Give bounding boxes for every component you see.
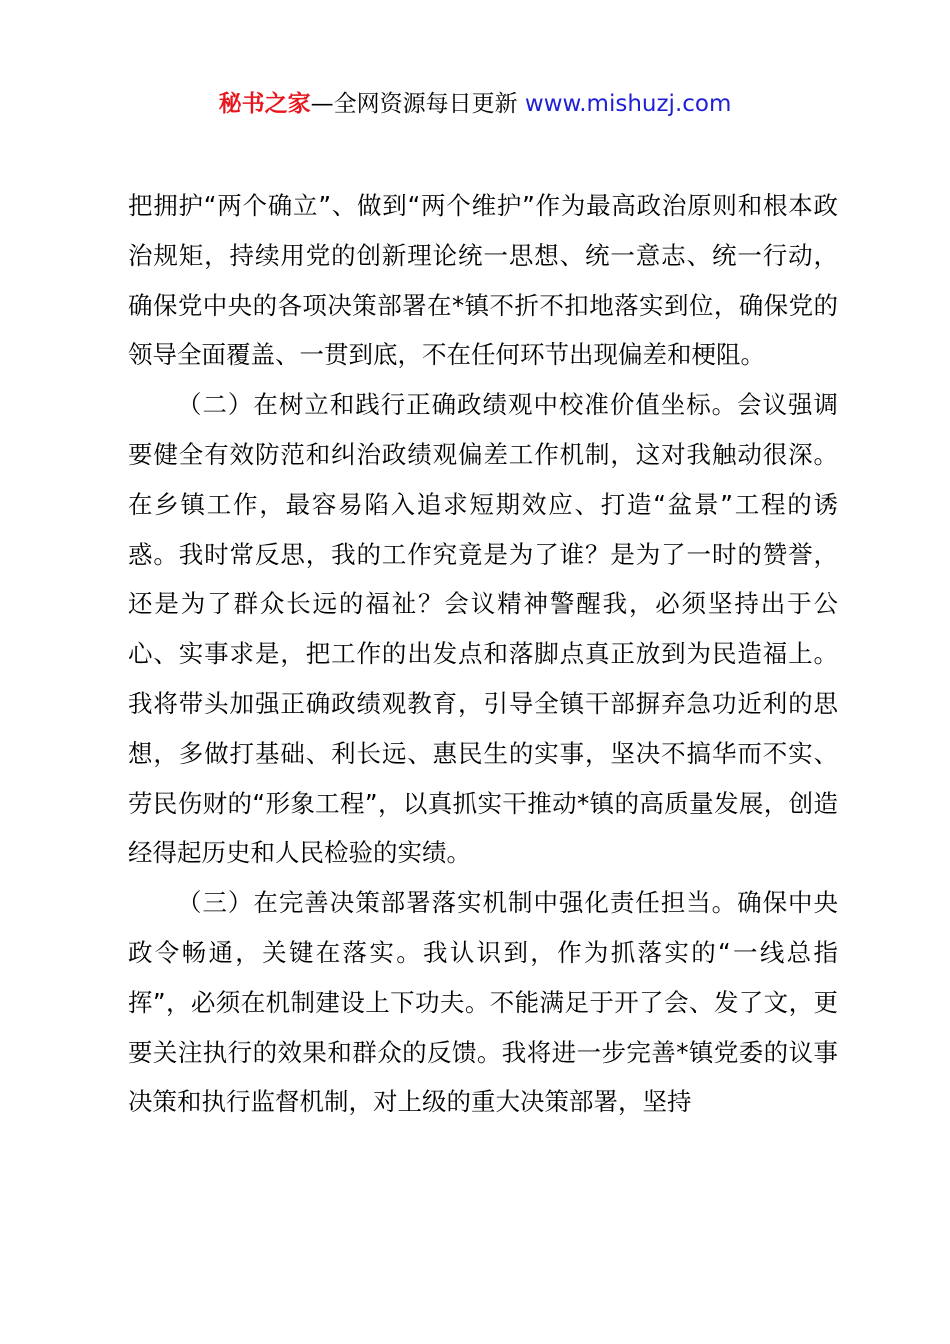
brand-name: 秘书之家 xyxy=(218,91,311,117)
paragraph-1: 把拥护“两个确立”、做到“两个维护”作为最高政治原则和根本政治规矩，持续用党的创新理论统一思想、统一意志、统一行动，确保党中央的各项决策部署在*镇不折不扣地落实到位，确保党的领导全面覆盖、一贯到底，不在任何环节出现偏差和梗阻。 xyxy=(128,191,838,370)
paragraph-3: （三）在完善决策部署落实机制中强化责任担当。确保中央政令畅通，关键在落实。我认识到，作为抓落实的“一线总指挥”，必须在机制建设上下功夫。不能满足于开了会、发了文，更要关注执行的效果和群众的反馈。我将进一步完善*镇党委的议事决策和执行监督机制，对上级的重大决策部署，坚持 xyxy=(128,888,838,1117)
document-body xyxy=(128,181,838,1127)
page-header xyxy=(0,88,950,120)
website-link[interactable]: www.mishuzj.com xyxy=(524,91,732,117)
header-tagline: —全网资源每日更新 xyxy=(310,91,525,117)
paragraph-2: （二）在树立和践行正确政绩观中校准价值坐标。会议强调要健全有效防范和纠治政绩观偏差工作机制，这对我触动很深。在乡镇工作，最容易陷入追求短期效应、打造“盆景”工程的诱惑。我时常反思，我的工作究竟是为了谁？是为了一时的赞誉，还是为了群众长远的福祉？会议精神警醒我，必须坚持出于公心、实事求是，把工作的出发点和落脚点真正放到为民造福上。我将带头加强正确政绩观教育，引导全镇干部摒弃急功近利的思想，多做打基础、利长远、惠民生的实事，坚决不搞华而不实、劳民伤财的“形象工程”，以真抓实干推动*镇的高质量发展，创造经得起历史和人民检验的实绩。 xyxy=(128,390,838,868)
